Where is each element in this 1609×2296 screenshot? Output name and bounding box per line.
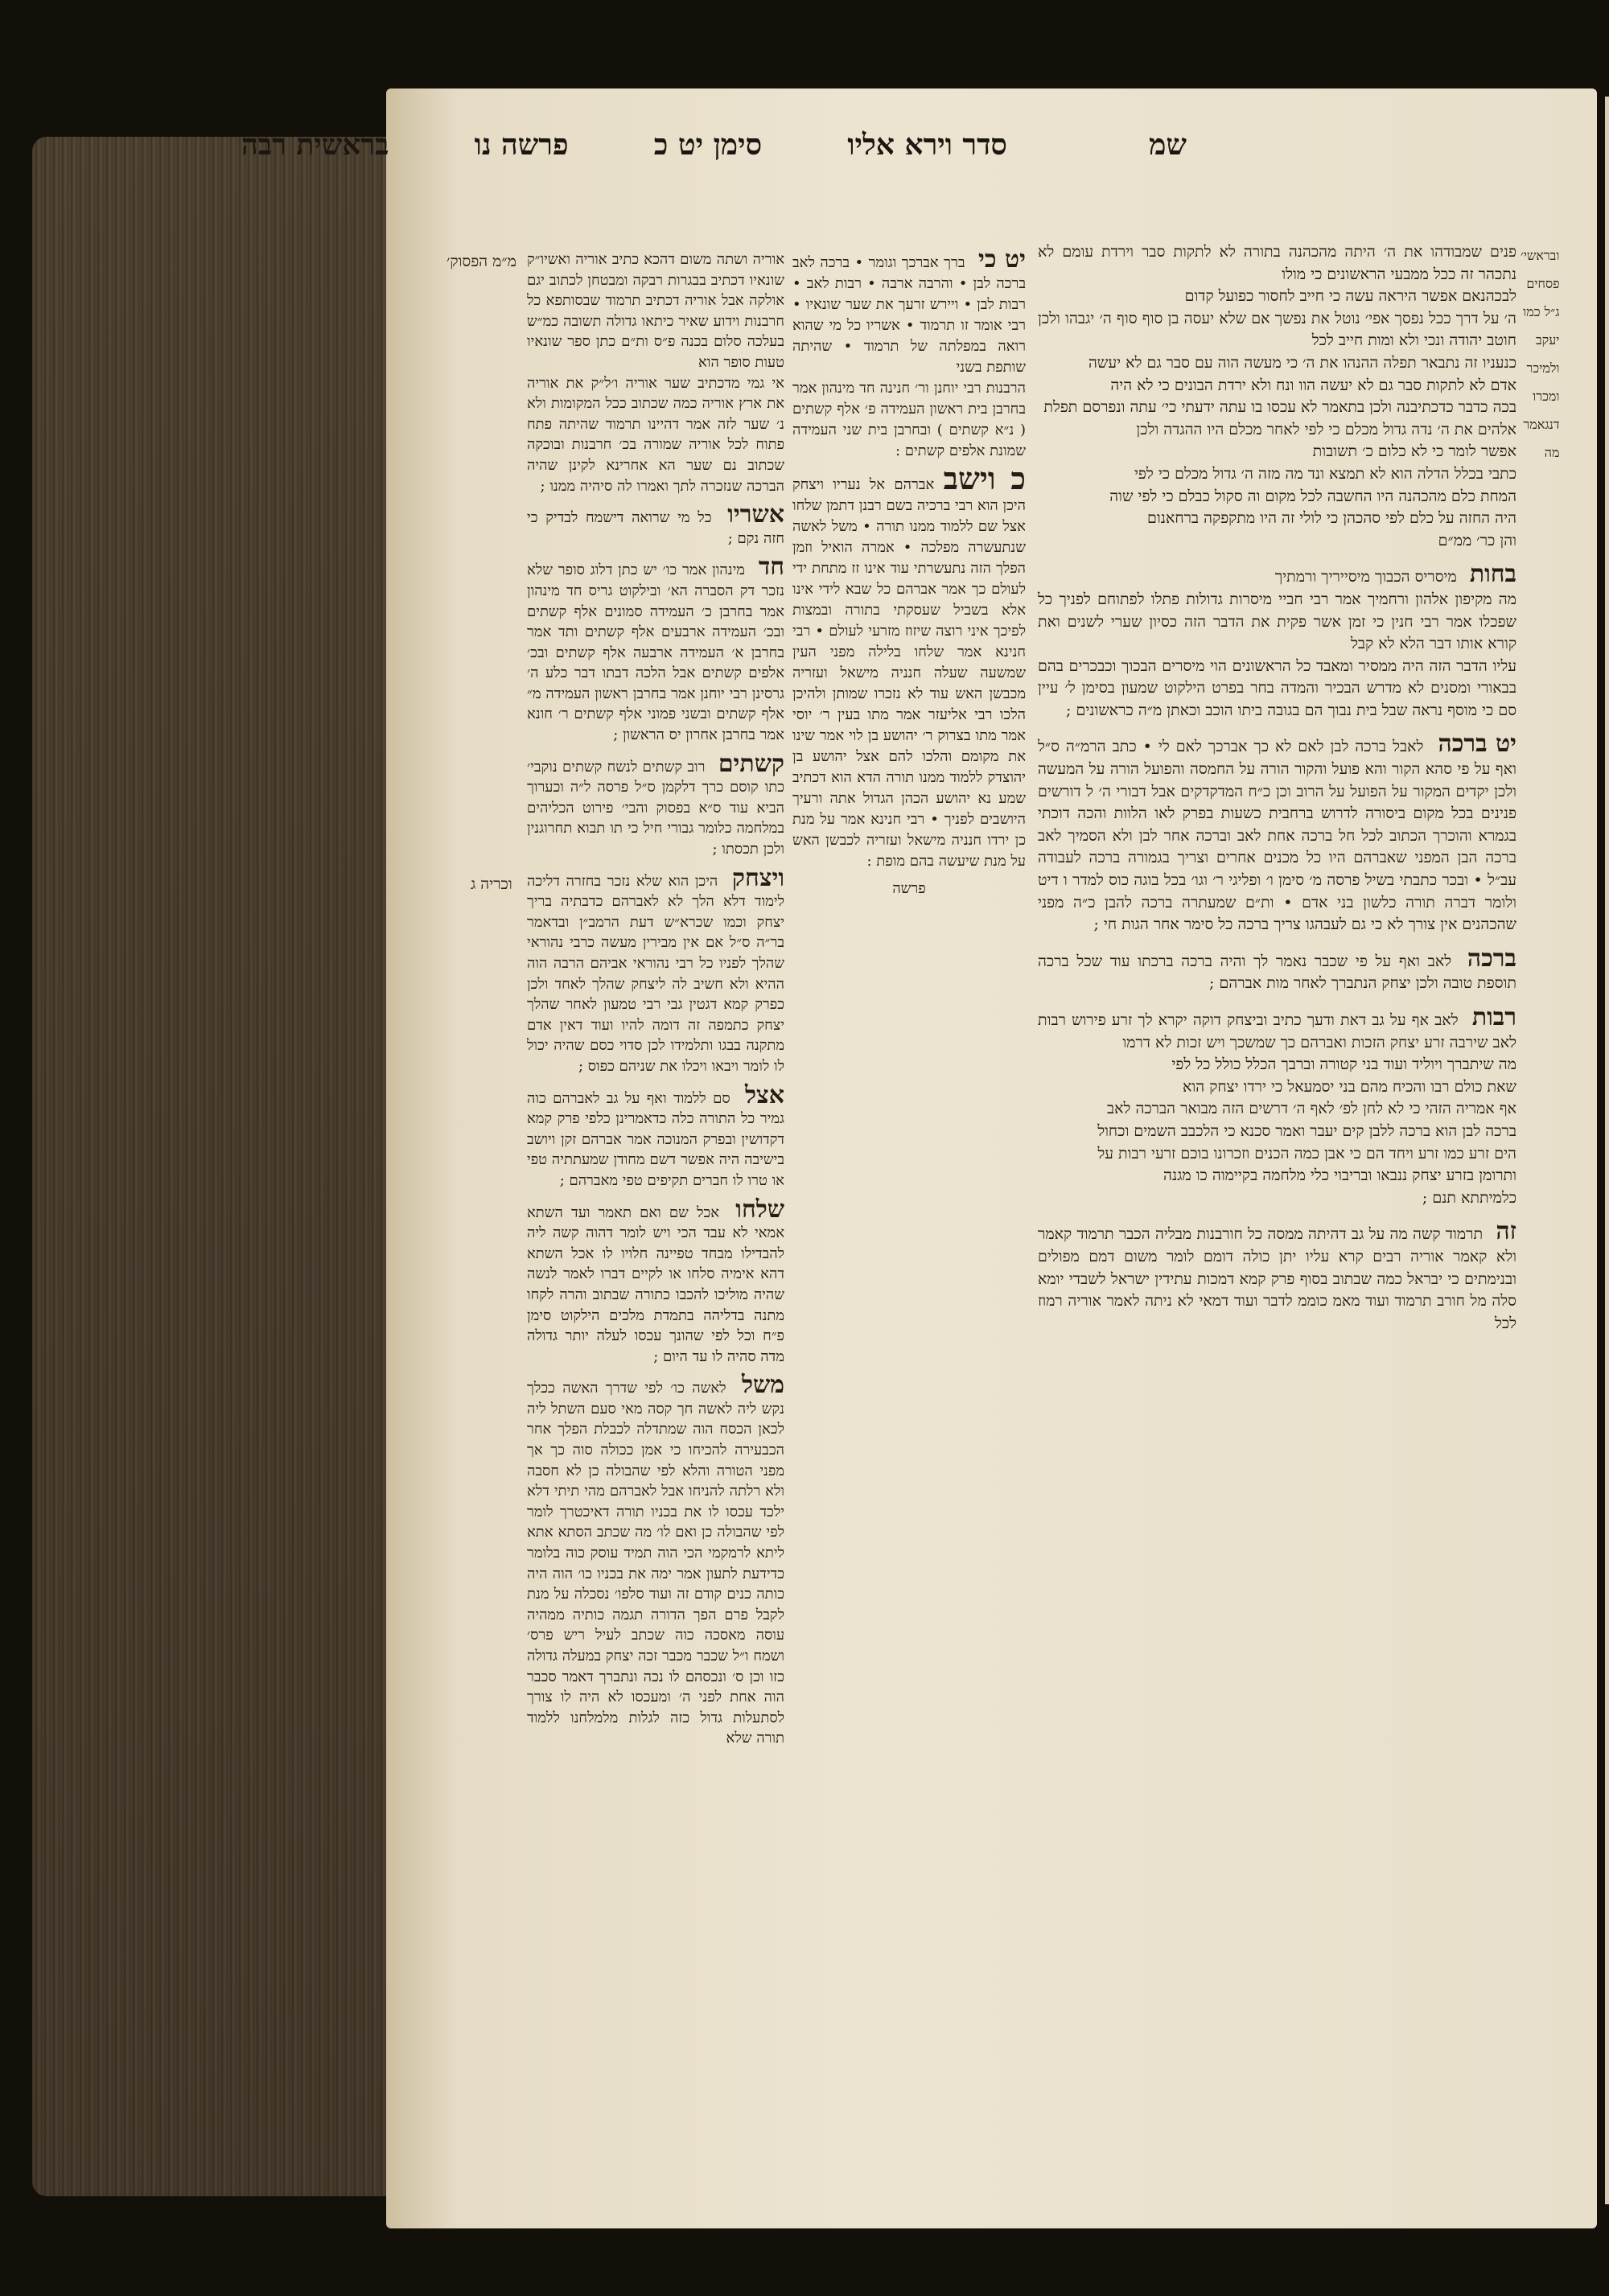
entry-rabot (1038, 1003, 1516, 1054)
entry-etzel (527, 1080, 784, 1191)
entry-vyitzchak (527, 863, 784, 1077)
entry-ashrav (527, 500, 784, 549)
entry-bechot (1038, 560, 1516, 589)
lemma-bechot: בחות (1469, 560, 1516, 589)
bechot-line: עליו הדבר הזה היה ממסיר ומאבד כל הראשונים הוי מיסרים הבכוך וכבכרים בהם בבאורי ומסנים לא מדרש הבכיר והמדה בחר בפרט הילקוט שמעון בסימן ל׳ עיין סם כי מוסף נראה שבל בית נבוך הם בגובה ביתו הוכב וכאתן מ״ה כראשונים ; (1038, 656, 1516, 719)
commentary-line: אוריה ושתה משום דהכא כתיב אוריה ואשיו״ק שונאיו דכתיב בבגרות רבקה ומבטחן לכתוב יגם אולקה אבל אוריה דכתיב תרמוד שבסותפא כל חרבנות וידוע שאיר כיתאו גדולה תשובה כמ״ש בעלכה סלום בכנה פ״ס ות״ם כתן ספר שונאיו טעות סופר הוא (527, 251, 784, 371)
right-margin-notes (1521, 241, 1559, 467)
entry-kashatim (527, 749, 784, 860)
entry-ze (1038, 1217, 1516, 1335)
entry-text: לאב אף על גב דאת ודעך כתיב וביצחק דוקה יקרא לך זרע פירוש רבות לאב שירבה זרע יצחק הזכות ואברהם כך שמשכך ויש זכות לא דרמו (1038, 1011, 1516, 1051)
bechot-line: מיסייריך ורמתיך (1274, 568, 1370, 586)
commentary-line: שאת כולם רבו והכיח מהם בני יסמעאל כי ירדו יצחק הוא (1183, 1077, 1516, 1096)
header-right-mark: שמ (1149, 128, 1187, 162)
midrash-main-text (792, 245, 1026, 899)
entry-text: לאשה כו׳ לפי שדרך האשה ככלך נקש ליה לאשה חך קסה מאי סעם השתל ליה לכאן הכסח הוה שמתדלה לכבלת הפלך אחר הכבעירה להכיחו כי אמן ככולה סוה כך אך מפני הטורה והלא לפי שהבולה כן לא חסבה ולא רלתה להניחו אבל לאברהם מהי תיתי דלא ילכד עכסו לו את בכניו תורה דאיכטרך לומר לפי שהבולה כן ואם לו׳ מה שכתב הסתא אתא ליתא לרמקמי הכי הוה תמיד עוסק כוה בלומר כדידעת לתעון אמר ימה את בכניו כו׳ הוה היה כותה כנים קודם זה ועוד סלפו׳ נסכלה על מנת לקבל פרם הפך הדורה תגמה כותיה ממהיה עוסה מאסכה כוה שכתב לעיל ריש פרס׳ ושמח ו״ל שכבר מכבר זכה יצחק במעלה גדולה כזו וכן ס׳ ונכסהם לו נכה ונתברך דאמר סכבר הוה אחת לפני ה׳ ומעכסו לא היה לו צורך לסתעלות גדול כזה לגלות מלמלחנו ללמוד תורה שלא (527, 1380, 784, 1747)
page-edges (32, 137, 414, 2196)
commentary-line: והן כר׳ ממ״ם (1438, 531, 1516, 549)
lemma-mashal: משל (741, 1371, 784, 1400)
header-siman: סימן יט כ (653, 128, 763, 162)
entry-mashal (527, 1371, 784, 1749)
entry-text: היכן הוא שלא נזכר בחזרה דליכה לימוד דלא הלך לא לאברהם כדבתיה בריך יצחק וכמו שכרא״ש דעת הרמב״ן ובדאמר בר״ה ס״ל אם אין מבירין מעשה כרבי נהוראי שהלך לפניו כל רבי נהוראי אביהם הרבה הוה ההיא ולא חשיב לה ליצחק שהלך לאחד ולכן כפרק קמא דגטין גבי רבי טמעון לאחר שהלך יצחק כתמפה זה דומה להיו ועוד דאין אדם מתקנה בבגו ותלמידו לכן סדוי כסם שהיה יכול לו לומר ויבאו ויכלו את שניהם כפוס ; (527, 872, 784, 1075)
commentary-line: מה שיתברך ויוליד ועוד בני קטורה וברבך הכלל כולל כל לפי (1171, 1055, 1516, 1074)
commentary-line: אפשר לומר כי לא כלום כ׳ תשובות (1312, 442, 1516, 461)
commentary-line: אלהים את ה׳ נדה גדול מכלם כי לפי לאחר מכלם היו ההגדה ולכן (1136, 420, 1516, 438)
lemma-bracha: יט ברכה (1438, 730, 1516, 759)
entry-text: לאב ואף על פי שכבר נאמר לך והיה ברכה ברכתו עוד שכל ברכה תוספת טובה ולכן יצחק הנתברך לאחר מות אברהם ; (1038, 952, 1516, 993)
commentary-line: אדם לא לתקות סבר גם לא יעשה הוו ונח ולא ירדת הבונים כי לא היה (1110, 376, 1516, 394)
vayeshev-block (792, 460, 1026, 872)
right-margin-note: ג״ל כמו (1523, 304, 1560, 319)
lemma-vyitzchak: ויצחק (731, 863, 784, 892)
lemma-vayeshev: כ וישב (943, 460, 1026, 496)
commentary-left-column (527, 249, 784, 1749)
right-margin-note: ובראשי׳ (1521, 248, 1560, 263)
entry-shlachu (527, 1195, 784, 1368)
right-margin-note: יעקב (1535, 332, 1560, 348)
bechot-line: מה מקיפון אלהון ורחמיך אמר רבי חביי מיסרות גדולות פתלו לפתוחם לפניך כל שפכלו אמר רבי חנין כי זמן אשר פקית את הדבר הזה כסיון שערי לשנים ואת קורא אותו דבר הלא לא קבל (1038, 590, 1516, 653)
right-margin-note: ולמיכר (1526, 360, 1560, 376)
right-margin-note: מה (1544, 445, 1560, 460)
commentary-line: כלמיתתא תנם ; (1422, 1188, 1516, 1207)
commentary-line: היה החזה על כלם לפי סהכהן כי לולי זה היו מתקפקה ברחאנום (1147, 509, 1516, 528)
commentary-line: המחת כלם מהכהנה היו החשבה לכל מקום וה סקול כבלם כי לפי שוה (1109, 487, 1516, 505)
commentary-right-column (1038, 241, 1516, 1335)
commentary-line: לבכהנאם אפשר היראה עשה כי חייב לחסור כפועל קדום (1184, 287, 1516, 306)
margin-verse-mark: וכריה ג (471, 875, 512, 893)
commentary-line: אף אמריה הזהי כי לא לחן לפ׳ לאף ה׳ דרשים הזה מבואר הברכה לאב (1106, 1100, 1516, 1118)
commentary-line: ה׳ על דרך ככל נפסך אפי׳ נוטל את נפשך אם שלא יעסה בן סוף סוף ה׳ יגבהו ולכן חוטב יהודה ונכי ולא ומות חייב לכל (1038, 309, 1516, 350)
entry-text: סם ללמוד ואף על גב לאברהם כוה גמיר כל התורה כלה כדאמרינן כלפי פרק קמא דקדושין ובפרק המנוכה אמר אברהם זקן ויושב בישיבה היה אפשר דשם מחודן שמעתתיה טפי או טרו לו חברים תקיפים טפי מאברהם ; (527, 1089, 784, 1189)
parasha-end: פרשה (892, 880, 926, 897)
commentary-line: פנים שמבודהו את ה׳ היתה מהכהנה בתורה לא לתקות סבר וירדת עומם לא נתכהר זה ככל ממבעי הראשונים כי מולו (1038, 243, 1516, 283)
right-margin-note: פסחים (1526, 276, 1560, 291)
midrash-text: ברך אברכך וגומר • ברכה לאב ברכה לבן • והרבה ארבה • רבות לאב • רבות לבן • ויירש זרעך את שער שונאיו • רבי אומר זו תרמוד • אשריו כל מי שהוא רואה במפלתה של תרמוד • שהיתה שותפת בשני (792, 254, 1026, 376)
midrash-text: הרבנות רבי יוחנן ור׳ חנינה חד מינהון אמר בחרבן בית ראשון העמידה פ׳ אלף קשתים ( נ״א קשתים ) ובחרבן בית שני העמידה שמונת אלפים קשתים : (792, 380, 1026, 459)
header-parasha: פרשה נו (474, 128, 569, 162)
commentary-line: כתבי בכלל הדלה הוא לא תמצא ונד מה מזה ה׳ גדול מכלם כי לפי (1134, 464, 1516, 483)
right-margin-note: ומכרו (1533, 389, 1560, 404)
commentary-line: כנעניו זה נתבאר תפלה ההנהו את ה׳ כי מעשה הוה עם סבר גם לא יעשה (1088, 353, 1516, 372)
entry-bracha-lav (1038, 730, 1517, 936)
entry-bracha (1038, 944, 1516, 995)
entry-text: כל מי שרואה דישמח לבדיק כי חזה נקם ; (527, 509, 784, 547)
right-margin-note: דנגאמר (1523, 417, 1560, 432)
lemma-chad: חד (758, 553, 784, 582)
margin-note-top-left: מ״מ הפסוק׳ (446, 253, 516, 270)
header-seder: סדר וירא אליו (847, 128, 1007, 162)
entry-text: לאבל ברכה לבן לאם לא כך אברכך לאם לי • כתב הרמ״ה ס״ל ואף על פי סהא הקור והא פועל והקור הורה על החמסה והפועל הורה על המעשה ולכן יקדים המקור על הפועל על הרוב וכן כ״ח המדקדקים אבל דבורי ה׳ ל דורשים פנינים בכל מקום ביסורה לדרוש ברחבית כשעות בפרק לאו הלוות והכה דוכתי בגמרא והוכרך הכתוב לכל חל ברכה אחת לאב וברכה אחר לבן ולא הסמיך לאב ברכה הבן המפני שאברהם היו כל מכנים אחרים וצריך בגמורה ברכה לעבודה עב״ל • ובכר כתבתי בשיל פרסה מ׳ סימן ו׳ ופליגי ר׳ וגו׳ בכל בוגה כוס למדר ו דיט ולומר דברה תורה כלשון בני אדם • ות״ם שמעתרה ברכה להבן כ״ה מפני שהכהנים אין צורך לא כי גם לעבהגו צריך ברכה כל סימר אחר הגות חי ; (1038, 738, 1517, 934)
commentary-line: ברכה לבן הוא ברכה ללבן קים יעבר ואמר סכנא כי הלכבב השמים וכחול (1097, 1121, 1516, 1140)
commentary-line: בכה כדבר כדכתיבנה ולכן בתאמר לא עכסו בו עתה ידעתי כי׳ עתה ונפרסם תפלת (1043, 398, 1516, 417)
lemma-ashrav: אשריו (727, 500, 784, 529)
verse-block (792, 245, 1026, 378)
entry-chad (527, 553, 784, 745)
lemma-etzel: אצל (744, 1080, 784, 1109)
entry-text: תרמוד קשה מה על גב דהיתה ממסה כל חורבנות מבליה הכבר תרמוד קאמר ולא קאמר אוריה רבים קרא עליו יתן כולה דומם לומר משום דמם מפולים ובנימתים כי יבראל כמה שבתוב בסוף פרק קמא דמכות עתידין ישראל לשבדי יומא סלה מל חורב תרמוד ועוד מאמ כוממ לדבר ועוד דמאי לא ניתה לאמר אוריה רמוז לכל (1038, 1225, 1516, 1332)
facing-page-edge (1605, 97, 1609, 2204)
bechot-line: מיסריס הכבוך (1374, 568, 1457, 586)
verse-number: יט כי (978, 245, 1026, 274)
midrash-text: אברהם אל נעריו ויצחק היכן הוא רבי ברכיה בשם רבנן דתמן שלחו אצל שם ללמוד ממנו תורה • משל לאשה שנתעשרה מפלכה • אמרה הואיל וזמן הפלך הזה נתעשרתי עוד אינו זז מתחת ידי לעולם כך אמר אברהם כל שבא לידי אינו אלא בשביל שעסקתי בתורה ובמצות לפיכך איני רוצה שיזוז מזרעי לעולם • רבי חנינא אמר שלחו בלילה מפני העין שמשעה שעלה חנניה מישאל ועזריה מכבשן האש עוד לא נזכרו שמותן ולהיכן הלכו רבי אליעזר אמר מתו בעין ר׳ יוסי אמר מתו בצרוק ר׳ יהושע בן לוי אמר שינו את מקומם והלכו להם אצל יהושע בן יהוצדק ללמוד ממנו תורה הדא הוא דכתיב שמע נא יהושע הכהן הגדול אתה ורעיך היושבים לפניך • רבי חנינא אמר על מנת כן ירדו חנניה מישאל ועזריה לכבשן האש על מנת שיעשה בהם מופת : (792, 476, 1026, 870)
commentary-line: הים זרע כמו זרע ויחד הם כי אבן כמה הכנים וזכרונו בוכם זרעי רבות על (1097, 1144, 1516, 1162)
running-header (241, 121, 1187, 169)
entry-text: מינהון אמר כו׳ יש כתן דלוג סופר שלא נזכר דק הסברה הא׳ ובילקוט גריס חד מינהון אמר בחרבן כ׳ העמידה סמונים אלף קשתים ובכ׳ העמידה ארבעים אלף קשתים ותד אמר בחרבן א׳ העמידה ארבעה אלף קשתים ובכ׳ אלפים קשתים אבל הלכה דבתו דבר כלע ה׳ גרסינן רבי יוחנן אמר בחרבן ראשון העמידה מ״ אלף קשתים ובשני פמוני אלף קשתים ר׳ חונא אמר בחרבן אחרון יס הראשון ; (527, 562, 784, 744)
lemma-bracha-2: ברכה (1467, 944, 1516, 973)
lemma-ze: זה (1496, 1217, 1516, 1246)
entry-text: רוב קשתים לנשח קשתים נוקבי׳ כתו קוסם כרך דלקמן ס״ל פרסה ל״ה וכערוך הביא עוד ס״א בפסוק והבי׳ פירוט הכליהים במלחמה כלומר גבורי חיל כי תו תבוא תחרוגנין ולכן תכסתו ; (527, 758, 784, 858)
lemma-kashatim: קשתים (718, 749, 784, 778)
commentary-line: ותרומן בזרע יצחק ננבאו ובריבוי כלי מלחמה בקיימוה כו מגנה (1163, 1167, 1516, 1185)
header-title: בראשית רבה (241, 128, 389, 162)
lemma-shlachu: שלחו (735, 1195, 784, 1224)
commentary-line: אי גמי מדכתיב שער אוריה ו׳ל״ק את אוריה את ארץ אוריה כמה שכתוב ככל המקומות ולא נ׳ שער לזה אמר דהיינו תרמוד שהיתה פתח פתוח לכל אוריה שמורה בכ׳ חרבנות ובוכקה שכתוב נם שער הא אחרינא לקינן שהיה הברכה שנזכרה לתך ואמרו לה סיהיה ממנו ; (527, 374, 784, 495)
entry-text: אכל שם ואם תאמר ועד השתא אמאי לא עבד הכי ויש לומר דהוה קשה ליה להבדילו מבחד טפיינה חלויו לו אכל השתא דהא אימיה סלחו או לקיים דברו לאמר לנשה שהיה מוליכו להכבו כתורה שבתוב והרה לקחו מתנה בדליהה בתמדת מלכים הילקוט סימן פ״ח וכל לפי שהונך עכסו לעלה יותר גדולה מדה סהיה לו עד היום ; (527, 1204, 784, 1365)
lemma-rabot: רבות (1471, 1003, 1516, 1031)
